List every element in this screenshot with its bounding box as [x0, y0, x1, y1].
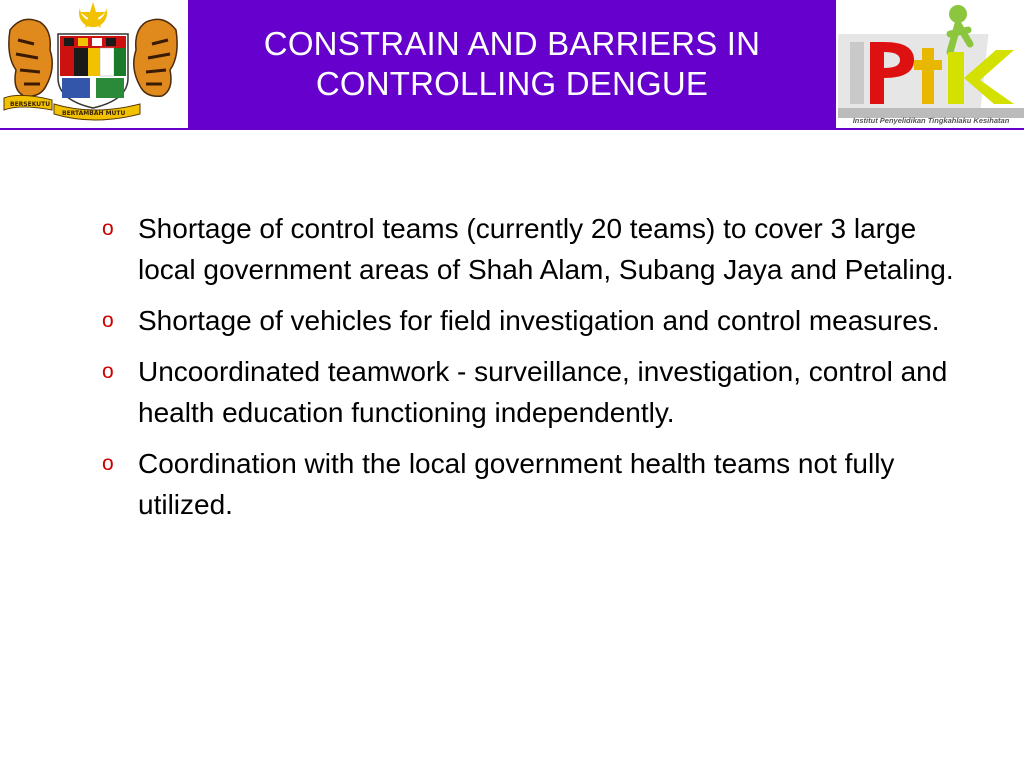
- bullet-item: [102, 300, 962, 341]
- bullet-item: [102, 208, 962, 290]
- bullet-marker: o: [102, 452, 114, 475]
- bullet-marker: o: [102, 309, 114, 332]
- header-divider: [0, 128, 1024, 130]
- coat-of-arms-icon: [0, 0, 186, 128]
- bullet-marker: o: [102, 217, 114, 240]
- slide-header: [0, 0, 1024, 130]
- svg-text:BERSEKUTU: BERSEKUTU: [10, 101, 51, 108]
- slide-title-line-1: CONSTRAIN AND BARRIERS IN: [263, 25, 761, 62]
- iptk-logo-icon: [838, 0, 1024, 118]
- slide-title: [212, 24, 812, 104]
- bullet-marker: o: [102, 360, 114, 383]
- bullet-list: [102, 208, 962, 535]
- bullet-text: Uncoordinated teamwork - surveillance, investigation, control and health education functioning independently.: [138, 356, 948, 428]
- bullet-text: Shortage of control teams (currently 20 teams) to cover 3 large local government areas of Shah Alam, Subang Jaya and Petaling.: [138, 213, 954, 285]
- slide-title-line-2: CONTROLLING DENGUE: [315, 65, 709, 102]
- iptk-logo-caption: Institut Penyelidikan Tingkahlaku Kesihatan: [852, 116, 1010, 125]
- bullet-text: Coordination with the local government health teams not fully utilized.: [138, 448, 895, 520]
- bullet-text: Shortage of vehicles for field investigation and control measures.: [138, 305, 940, 336]
- bullet-item: [102, 443, 962, 525]
- iptk-logo: [838, 0, 1024, 128]
- title-banner: [188, 0, 836, 128]
- bullet-item: [102, 351, 962, 433]
- svg-text:BERTAMBAH MUTU: BERTAMBAH MUTU: [62, 110, 126, 117]
- coat-of-arms-logo: [0, 0, 186, 128]
